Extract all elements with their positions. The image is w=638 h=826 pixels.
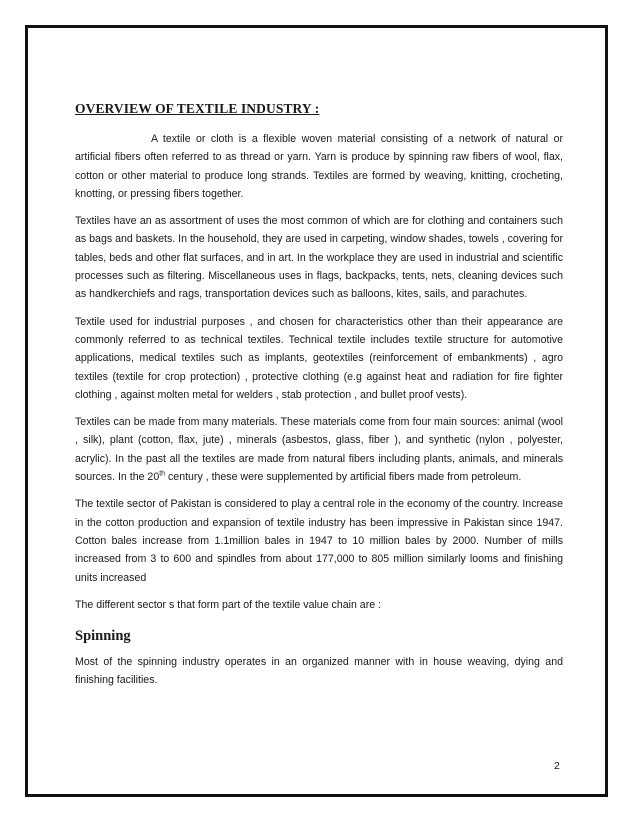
paragraph-materials	[75, 413, 563, 486]
paragraph-technical-textiles: Textile used for industrial purposes , and chosen for characteristics other than their appearance are commonly referred to as technical textiles. Technical textile includes textile structure for automotive applications, medical textiles such as implants, geotextiles (reinforcement of embankments) , agro textiles (textile for crop protection) , protective clothing (e.g against heat and radiation for fire fighter clothing , against molten metal for welders , stab protection , and bullet proof vests).	[75, 315, 563, 401]
paragraph-uses: Textiles have an as assortment of uses the most common of which are for clothing and containers such as bags and baskets. In the household, they are used in carpeting, window shades, towels , covering for tables, beds and other flat surfaces, and in art. In the workplace they are used in industrial and scientific processes such as filtering. Miscellaneous uses in flags, backpacks, tents, nets, cleaning devices such as handkerchiefs and rags, transportation devices such as balloons, kites, sails, and parachutes.	[75, 215, 563, 301]
ordinal-suffix: th	[159, 470, 166, 478]
subheading-spinning: Spinning	[75, 628, 131, 645]
paragraph-pakistan: The textile sector of Pakistan is considered to play a central role in the economy of the country. Increase in the cotton production and expansion of textile industry has been impressive in Pakistan since 1947. Cotton bales increase from 1.1million bales in 1947 to 10 million bales by 2000. Number of mills increased from 3 to 600 and spindles from about 177,000 to 805 million similarly looms and finishing units increased	[75, 498, 563, 584]
paragraph-value-chain: The different sector s that form part of the textile value chain are :	[75, 598, 382, 611]
materials-text-start: Textiles can be made from many materials. These materials come from four main sources: animal (wool , silk), plant (cotton, flax, jute) , minerals (asbestos, glass, fiber ), and synthetic (nylon , polyester, acrylic). In the past all the textiles are made from natural fibers including plants, animals, and minerals sources. In the 20	[75, 416, 563, 484]
section-heading: OVERVIEW OF TEXTILE INDUSTRY :	[75, 101, 320, 116]
paragraph-spinning: Most of the spinning industry operates in an organized manner with in house weaving, dying and finishing facilities.	[75, 656, 563, 687]
materials-text-end: century , these were supplemented by artificial fibers made from petroleum.	[165, 471, 522, 484]
page-content	[75, 101, 563, 699]
page-number: 2	[554, 760, 560, 772]
paragraph-definition: A textile or cloth is a flexible woven material consisting of a network of natural or artificial fibers often referred to as thread or yarn. Yarn is produce by spinning raw fibers of wool, flax, cotton or other material to produce long strands. Textiles are formed by weaving, knitting, crocheting, knotting, or pressing fibers together.	[75, 133, 563, 200]
